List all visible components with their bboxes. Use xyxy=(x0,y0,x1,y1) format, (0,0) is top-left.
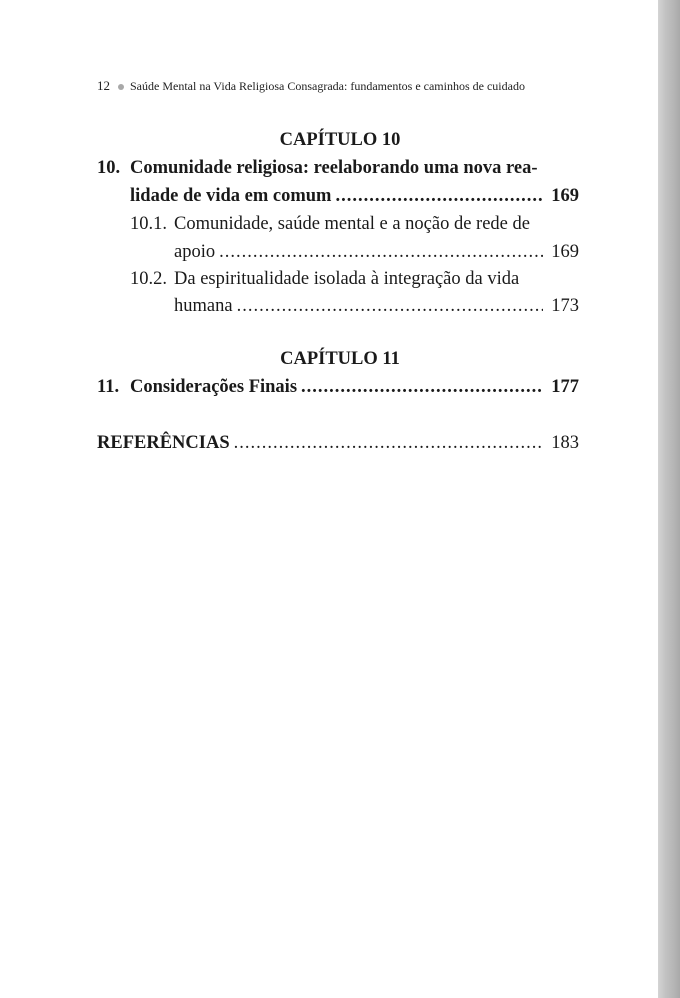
dot-leader xyxy=(237,294,544,318)
chapter-10-heading: CAPÍTULO 10 xyxy=(279,130,401,150)
toc-entry-references[interactable] xyxy=(97,431,579,455)
chapter-11-heading: CAPÍTULO 11 xyxy=(280,349,400,369)
chapter-10-number: 10. xyxy=(97,158,121,178)
dot-leader xyxy=(335,184,543,208)
toc-entry-section-10-2[interactable] xyxy=(174,294,579,318)
dot-leader xyxy=(301,375,543,399)
chapter-10-title-line2: lidade de vida em comum xyxy=(130,186,332,206)
chapter-11-number: 11. xyxy=(97,377,120,397)
page-ref: 177 xyxy=(551,377,579,397)
page-number: 12 xyxy=(97,78,110,93)
toc-entry-chapter-10[interactable] xyxy=(130,184,579,208)
section-10-2-number: 10.2. xyxy=(130,269,167,289)
book-title: Saúde Mental na Vida Religiosa Consagrada: fundamentos e caminhos de cuidado xyxy=(130,79,525,93)
page-ref: 169 xyxy=(551,186,579,206)
toc-entry-section-10-1[interactable] xyxy=(174,240,579,264)
references-title: REFERÊNCIAS xyxy=(97,433,230,453)
running-head xyxy=(97,78,525,94)
section-10-1-number: 10.1. xyxy=(130,214,167,234)
page-ref: 169 xyxy=(551,242,579,262)
toc-entry-chapter-11[interactable] xyxy=(130,375,579,399)
section-10-1-title-line1: Comunidade, saúde mental e a noção de rede de xyxy=(174,214,530,234)
page-ref: 173 xyxy=(551,296,579,316)
bullet-dot-icon xyxy=(118,84,124,90)
section-10-1-title-line2: apoio xyxy=(174,242,216,262)
section-10-2-title-line2: humana xyxy=(174,296,233,316)
dot-leader xyxy=(234,431,544,455)
section-10-2-title-line1: Da espiritualidade isolada à integração da vida xyxy=(174,269,520,289)
chapter-10-title-line1: Comunidade religiosa: reelaborando uma nova rea- xyxy=(130,158,538,178)
dot-leader xyxy=(219,240,543,264)
page-ref: 183 xyxy=(551,433,579,453)
chapter-11-title: Considerações Finais xyxy=(130,377,298,397)
